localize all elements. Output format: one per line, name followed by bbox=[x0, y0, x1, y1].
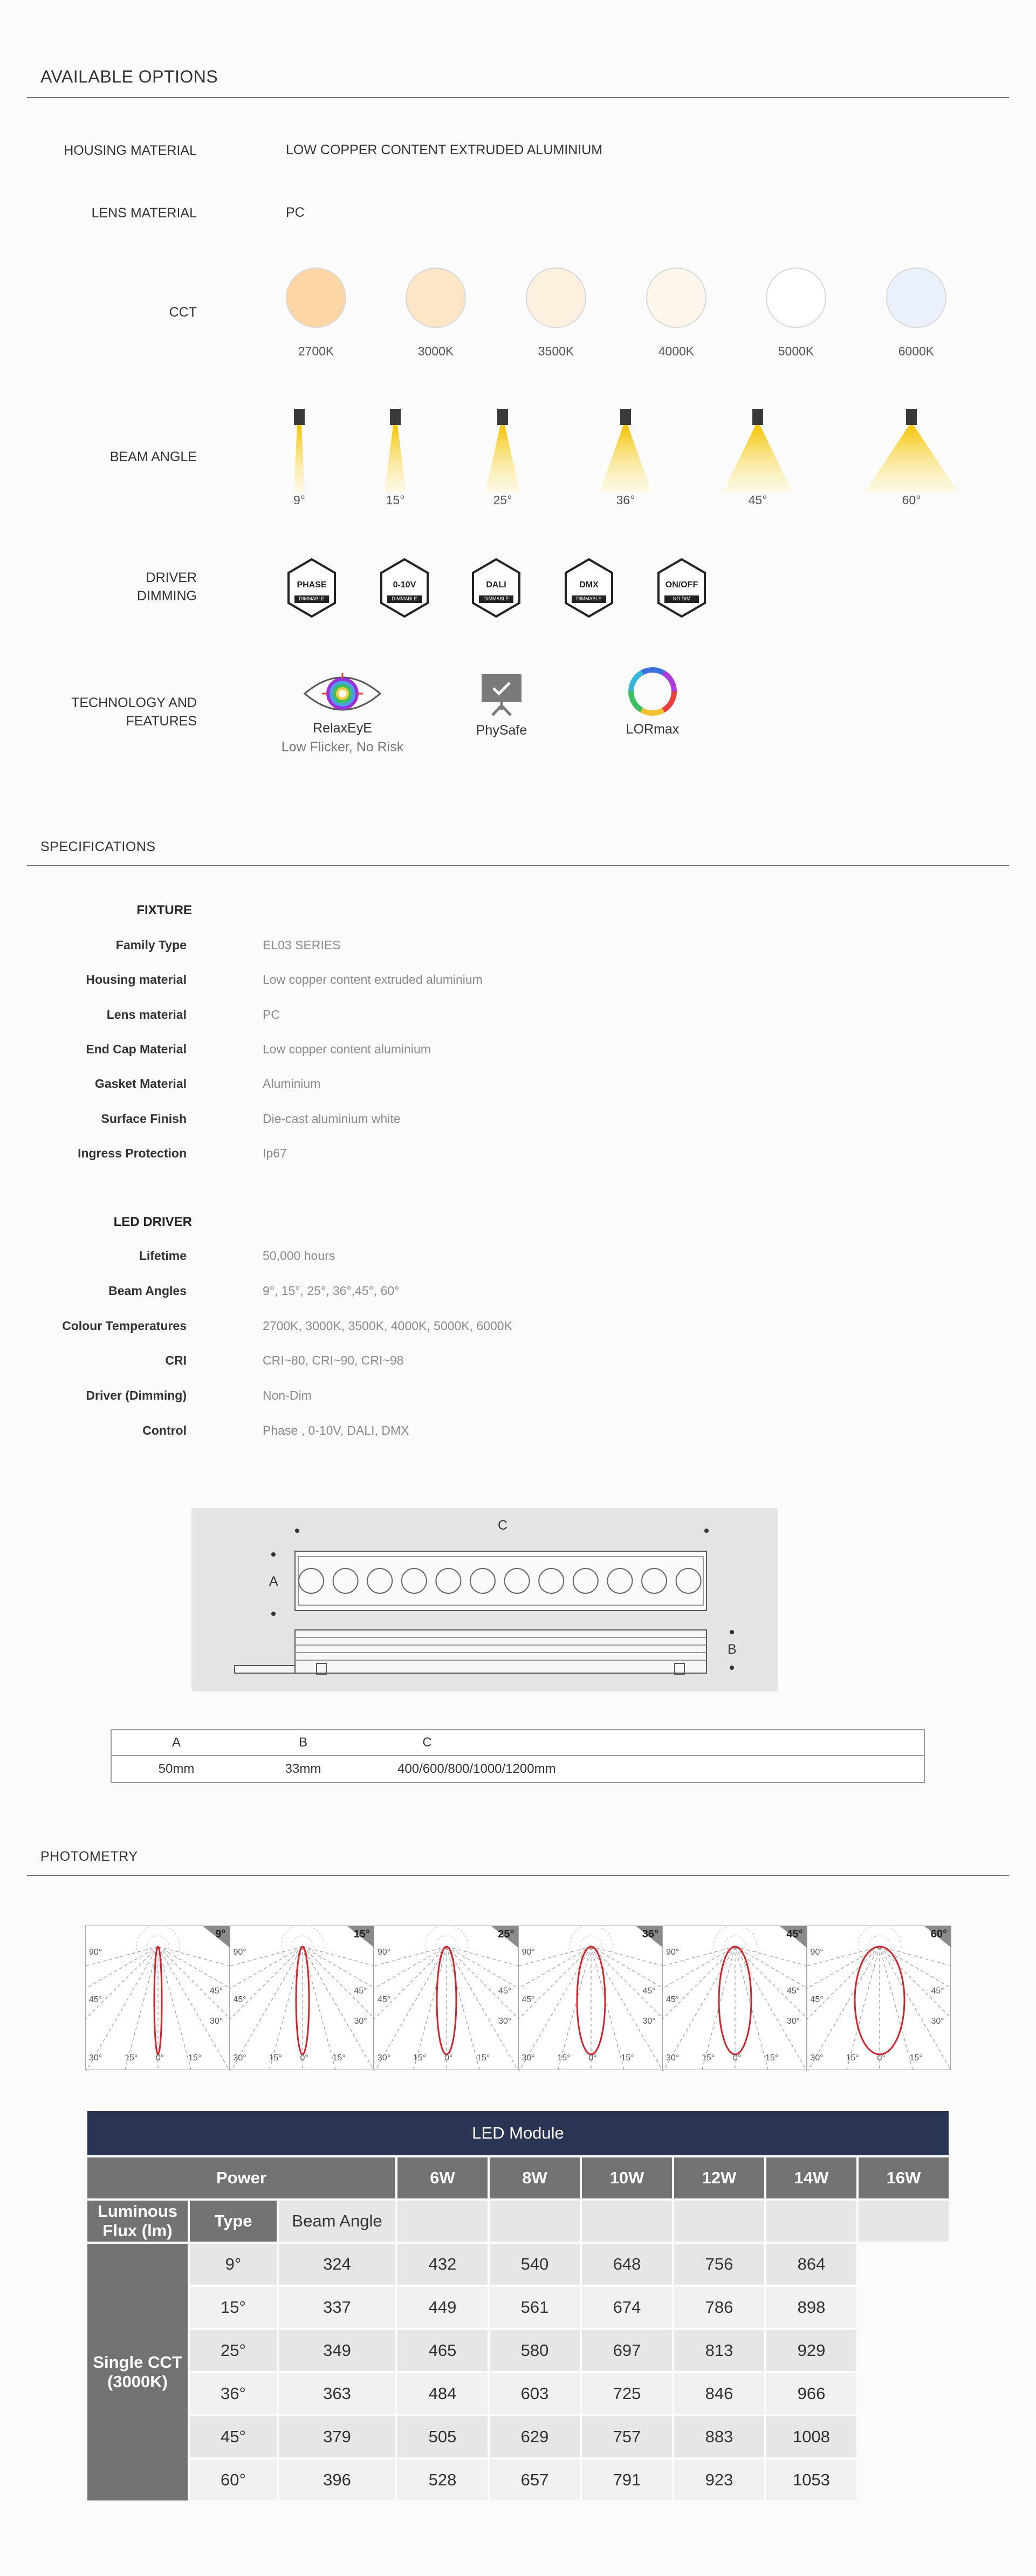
beam-angle-cell: 60° bbox=[189, 2458, 278, 2502]
polar-axis-label: 15° bbox=[702, 2053, 715, 2063]
polar-axis-label: 0° bbox=[877, 2053, 886, 2063]
dimensions-table bbox=[111, 1729, 925, 1783]
physafe-icon bbox=[477, 670, 526, 718]
table-row bbox=[86, 2286, 950, 2329]
flux-value-cell: 846 bbox=[673, 2372, 765, 2415]
relaxeye-name: RelaxEyE bbox=[313, 721, 372, 736]
polar-chart-beam-label: 60° bbox=[930, 1928, 947, 1940]
type-value: Single CCT (3000K) bbox=[86, 2243, 189, 2502]
flux-value-cell: 603 bbox=[489, 2372, 581, 2415]
beam-angle-label: 45° bbox=[748, 493, 767, 507]
beam-angle-icon bbox=[245, 406, 353, 497]
polar-axis-label: 15° bbox=[332, 2053, 346, 2063]
physafe-name: PhySafe bbox=[476, 723, 527, 738]
table-title: LED Module bbox=[86, 2110, 950, 2156]
flux-value-cell: 561 bbox=[489, 2286, 581, 2329]
beam-angle-icon bbox=[341, 406, 449, 497]
polar-axis-label: 90° bbox=[378, 1948, 391, 1957]
polar-axis-label: 45° bbox=[354, 1986, 367, 1996]
empty-cell bbox=[857, 2200, 950, 2243]
drawing-label-a: A bbox=[269, 1574, 278, 1589]
polar-axis-label: 0° bbox=[300, 2053, 308, 2063]
spec-value: 50,000 hours bbox=[263, 1249, 335, 1263]
flux-value-cell: 465 bbox=[396, 2329, 489, 2372]
flux-value-cell: 396 bbox=[278, 2458, 396, 2502]
spec-key: Ingress Protection bbox=[78, 1146, 187, 1160]
driver-badge-main: DMX bbox=[579, 580, 599, 590]
polar-axis-label: 15° bbox=[846, 2053, 859, 2063]
flux-value-cell: 629 bbox=[489, 2415, 581, 2458]
spec-value: 9°, 15°, 25°, 36°,45°, 60° bbox=[263, 1283, 400, 1298]
spec-key: Control bbox=[142, 1423, 187, 1437]
flux-value-cell: 791 bbox=[581, 2458, 673, 2502]
spec-value: Low copper content extruded aluminium bbox=[263, 972, 483, 987]
dmx-dimming-icon bbox=[564, 558, 614, 618]
flux-value-cell: 966 bbox=[765, 2372, 857, 2415]
power-8w: 8W bbox=[489, 2156, 581, 2200]
polar-axis-label: 30° bbox=[89, 2053, 102, 2063]
spec-value: Die-cast aluminium white bbox=[263, 1111, 401, 1126]
empty-cell bbox=[765, 2200, 857, 2243]
dimensions-header-row bbox=[112, 1730, 924, 1756]
spec-key: Lens material bbox=[106, 1007, 187, 1022]
on-off-icon bbox=[657, 558, 706, 618]
polar-axis-label: 0° bbox=[156, 2053, 164, 2063]
spec-value: PC bbox=[263, 1007, 280, 1022]
beam-angle-cell: 36° bbox=[189, 2372, 278, 2415]
led-driver-heading: LED DRIVER bbox=[113, 1215, 192, 1229]
dim-header-c: C bbox=[422, 1735, 432, 1750]
dimensions-value-row bbox=[112, 1756, 924, 1782]
power-6w: 6W bbox=[396, 2156, 489, 2200]
spec-value: Ip67 bbox=[263, 1146, 287, 1160]
polar-axis-label: 45° bbox=[210, 1986, 223, 1996]
lens-label: LENS MATERIAL bbox=[91, 205, 197, 221]
spec-key: CRI bbox=[165, 1353, 187, 1368]
polar-axis-label: 45° bbox=[498, 1986, 512, 1996]
type-label: Type bbox=[189, 2200, 278, 2243]
dim-header-b: B bbox=[298, 1735, 307, 1750]
polar-chart bbox=[230, 1926, 374, 2070]
polar-axis-label: 15° bbox=[909, 2053, 923, 2063]
table-row bbox=[86, 2458, 950, 2502]
polar-axis-label: 30° bbox=[233, 2053, 246, 2063]
spec-value: EL03 SERIES bbox=[263, 938, 341, 952]
polar-axis-label: 45° bbox=[642, 1986, 656, 1996]
flux-value-cell: 756 bbox=[673, 2243, 765, 2286]
power-12w: 12W bbox=[673, 2156, 765, 2200]
polar-axis-label: 90° bbox=[522, 1948, 535, 1957]
polar-axis-label: 45° bbox=[931, 1986, 944, 1996]
section-divider bbox=[27, 97, 1009, 98]
beam-angle-label: 60° bbox=[902, 493, 921, 507]
empty-cell bbox=[396, 2200, 489, 2243]
polar-axis-label: 30° bbox=[354, 2017, 367, 2026]
polar-axis-label: 90° bbox=[810, 1948, 824, 1957]
cct-swatch bbox=[526, 268, 586, 328]
spec-value: Non-Dim bbox=[263, 1388, 312, 1403]
beam-angle-label: 9° bbox=[293, 493, 305, 507]
beam-angle-label: 15° bbox=[386, 493, 405, 507]
polar-axis-label: 45° bbox=[522, 1995, 535, 2004]
relaxeye-subtitle: Low Flicker, No Risk bbox=[281, 739, 404, 755]
driver-badge-sub: NO DIM bbox=[673, 596, 691, 601]
dim-value-a: 50mm bbox=[158, 1762, 195, 1776]
section-divider bbox=[27, 1875, 1009, 1876]
polar-chart-beam-label: 15° bbox=[353, 1928, 370, 1940]
flux-value-cell: 484 bbox=[396, 2372, 489, 2415]
driver-label-line2: DIMMING bbox=[136, 588, 197, 604]
lormax-icon bbox=[626, 664, 680, 718]
empty-cell bbox=[489, 2200, 581, 2243]
phase-dimming-icon bbox=[287, 558, 337, 618]
power-row bbox=[86, 2156, 950, 2200]
flux-value-cell: 432 bbox=[396, 2243, 489, 2286]
beam-angle-icon bbox=[449, 406, 557, 497]
flux-body bbox=[86, 2243, 950, 2502]
driver-badge-sub: DIMMABLE bbox=[576, 596, 602, 601]
flux-value-cell: 923 bbox=[673, 2458, 765, 2502]
table-row bbox=[86, 2415, 950, 2458]
cct-swatch-label: 6000K bbox=[898, 344, 935, 358]
polar-chart-beam-label: 25° bbox=[498, 1928, 514, 1940]
cct-swatch bbox=[406, 268, 466, 328]
cct-swatch-label: 2700K bbox=[298, 344, 334, 358]
cct-swatch bbox=[766, 268, 826, 328]
beam-angle-icon bbox=[704, 406, 812, 497]
spec-value: Low copper content aluminium bbox=[263, 1042, 431, 1056]
technology-label-line2: FEATURES bbox=[126, 714, 197, 729]
lormax-feature bbox=[609, 664, 696, 737]
table-row bbox=[86, 2372, 950, 2415]
spec-key: Surface Finish bbox=[101, 1111, 187, 1126]
flux-value-cell: 449 bbox=[396, 2286, 489, 2329]
spec-key: Gasket Material bbox=[94, 1077, 187, 1091]
polar-axis-label: 0° bbox=[444, 2053, 453, 2063]
spec-key: Beam Angles bbox=[108, 1283, 187, 1298]
section-divider bbox=[27, 865, 1009, 866]
flux-value-cell: 379 bbox=[278, 2415, 396, 2458]
cct-swatch bbox=[886, 268, 946, 328]
power-16w: 16W bbox=[857, 2156, 950, 2200]
beam-angle-header: Beam Angle bbox=[278, 2200, 396, 2243]
polar-chart bbox=[374, 1926, 518, 2070]
empty-cell bbox=[581, 2200, 673, 2243]
spec-key: Lifetime bbox=[139, 1249, 187, 1263]
photometry-title: PHOTOMETRY bbox=[40, 1849, 138, 1864]
spec-value: CRI~80, CRI~90, CRI~98 bbox=[263, 1353, 404, 1368]
driver-badge-sub: DIMMABLE bbox=[392, 596, 417, 601]
polar-chart-beam-label: 9° bbox=[215, 1928, 226, 1940]
polar-axis-label: 0° bbox=[588, 2053, 597, 2063]
flux-value-cell: 883 bbox=[673, 2415, 765, 2458]
polar-axis-label: 90° bbox=[89, 1948, 102, 1957]
available-options-title: AVAILABLE OPTIONS bbox=[40, 67, 218, 86]
polar-chart bbox=[85, 1926, 230, 2070]
spec-key: End Cap Material bbox=[86, 1042, 187, 1056]
polar-chart-beam-label: 45° bbox=[786, 1928, 803, 1940]
polar-chart bbox=[662, 1926, 807, 2070]
polar-axis-label: 15° bbox=[125, 2053, 138, 2063]
row-label: Luminous Flux (lm) bbox=[86, 2200, 189, 2243]
flux-value-cell: 363 bbox=[278, 2372, 396, 2415]
beam-angle-icon bbox=[857, 406, 965, 497]
beam-angle-cell: 9° bbox=[189, 2243, 278, 2286]
driver-badge-main: 0-10V bbox=[393, 580, 416, 590]
polar-chart bbox=[518, 1926, 663, 2070]
beam-angle-label: BEAM ANGLE bbox=[109, 449, 197, 464]
power-14w: 14W bbox=[765, 2156, 857, 2200]
flux-value-cell: 580 bbox=[489, 2329, 581, 2372]
polar-axis-label: 45° bbox=[666, 1995, 680, 2004]
spec-value: Phase , 0-10V, DALI, DMX bbox=[263, 1423, 409, 1437]
beam-angle-cell: 25° bbox=[189, 2329, 278, 2372]
polar-chart bbox=[807, 1926, 951, 2070]
polar-chart-beam-label: 36° bbox=[642, 1928, 658, 1940]
power-10w: 10W bbox=[581, 2156, 673, 2200]
cct-swatch-label: 5000K bbox=[778, 344, 814, 358]
polar-axis-label: 15° bbox=[621, 2053, 634, 2063]
housing-label: HOUSING MATERIAL bbox=[64, 143, 197, 158]
polar-axis-label: 15° bbox=[413, 2053, 427, 2063]
driver-badge-main: DALI bbox=[486, 580, 506, 590]
flux-value-cell: 1053 bbox=[765, 2458, 857, 2502]
driver-badge-main: PHASE bbox=[297, 580, 327, 590]
beam-angle-label: 25° bbox=[493, 493, 512, 507]
polar-axis-label: 45° bbox=[787, 1986, 800, 1996]
photometry-charts bbox=[85, 1926, 951, 2070]
polar-axis-label: 30° bbox=[522, 2053, 535, 2063]
type-row bbox=[86, 2200, 950, 2243]
driver-label-line1: DRIVER bbox=[146, 570, 197, 585]
flux-value-cell: 648 bbox=[581, 2243, 673, 2286]
flux-value-cell: 864 bbox=[765, 2243, 857, 2286]
flux-value-cell: 898 bbox=[765, 2286, 857, 2329]
flux-value-cell: 657 bbox=[489, 2458, 581, 2502]
power-label: Power bbox=[86, 2156, 396, 2200]
spec-key: Colour Temperatures bbox=[62, 1318, 187, 1333]
flux-value-cell: 674 bbox=[581, 2286, 673, 2329]
driver-badge-main: ON/OFF bbox=[665, 580, 698, 590]
technology-label bbox=[0, 694, 197, 730]
drawing-label-b: B bbox=[728, 1642, 737, 1657]
0-10v-dimming-icon bbox=[380, 558, 429, 618]
polar-axis-label: 30° bbox=[787, 2017, 800, 2026]
table-title-row bbox=[86, 2110, 950, 2156]
dimension-drawing bbox=[191, 1508, 778, 1691]
empty-cell bbox=[673, 2200, 765, 2243]
polar-axis-label: 45° bbox=[233, 1995, 246, 2004]
spec-key: Housing material bbox=[86, 972, 187, 987]
relaxeye-feature bbox=[280, 667, 404, 755]
physafe-feature bbox=[458, 670, 545, 738]
flux-value-cell: 1008 bbox=[765, 2415, 857, 2458]
dim-value-b: 33mm bbox=[285, 1762, 321, 1776]
flux-value-cell: 813 bbox=[673, 2329, 765, 2372]
fixture-drawing bbox=[191, 1508, 778, 1691]
beam-angle-cell: 45° bbox=[189, 2415, 278, 2458]
beam-angle-cell: 15° bbox=[189, 2286, 278, 2329]
polar-axis-label: 15° bbox=[188, 2053, 202, 2063]
lens-value: PC bbox=[286, 205, 305, 220]
driver-badge-sub: DIMMABLE bbox=[299, 596, 325, 601]
flux-value-cell: 540 bbox=[489, 2243, 581, 2286]
flux-value-cell: 786 bbox=[673, 2286, 765, 2329]
drawing-label-c: C bbox=[498, 1518, 508, 1533]
polar-axis-label: 90° bbox=[666, 1948, 680, 1957]
flux-value-cell: 697 bbox=[581, 2329, 673, 2372]
luminous-flux-table bbox=[85, 2109, 951, 2503]
beam-angle-icon bbox=[572, 406, 680, 497]
polar-axis-label: 30° bbox=[931, 2017, 944, 2026]
cct-swatch-label: 3500K bbox=[538, 344, 574, 358]
flux-value-cell: 349 bbox=[278, 2329, 396, 2372]
flux-value-cell: 929 bbox=[765, 2329, 857, 2372]
polar-axis-label: 30° bbox=[642, 2017, 656, 2026]
driver-dimming-label bbox=[0, 568, 197, 605]
lormax-name: LORmax bbox=[626, 722, 680, 737]
spec-value: Aluminium bbox=[263, 1077, 321, 1091]
housing-value: LOW COPPER CONTENT EXTRUDED ALUMINIUM bbox=[286, 142, 603, 157]
technology-label-line1: TECHNOLOGY AND bbox=[71, 695, 197, 710]
polar-axis-label: 30° bbox=[810, 2053, 824, 2063]
polar-axis-label: 15° bbox=[477, 2053, 490, 2063]
polar-axis-label: 30° bbox=[498, 2017, 512, 2026]
polar-axis-label: 90° bbox=[233, 1948, 246, 1957]
cct-swatch-label: 4000K bbox=[658, 344, 695, 358]
cct-swatch bbox=[646, 268, 706, 328]
dim-value-c: 400/600/800/1000/1200mm bbox=[397, 1762, 556, 1776]
table-row bbox=[86, 2243, 950, 2286]
polar-axis-label: 30° bbox=[666, 2053, 680, 2063]
flux-value-cell: 324 bbox=[278, 2243, 396, 2286]
flux-value-cell: 337 bbox=[278, 2286, 396, 2329]
polar-axis-label: 45° bbox=[378, 1995, 391, 2004]
spec-value: 2700K, 3000K, 3500K, 4000K, 5000K, 6000K bbox=[263, 1318, 512, 1333]
polar-axis-label: 15° bbox=[765, 2053, 779, 2063]
driver-badge-sub: DIMMABLE bbox=[483, 596, 509, 601]
flux-value-cell: 528 bbox=[396, 2458, 489, 2502]
specifications-title: SPECIFICATIONS bbox=[40, 839, 156, 854]
cct-label: CCT bbox=[169, 305, 197, 320]
cct-swatch-label: 3000K bbox=[417, 344, 454, 358]
beam-angle-label: 36° bbox=[616, 493, 635, 507]
relaxeye-icon bbox=[302, 667, 383, 721]
polar-axis-label: 30° bbox=[210, 2017, 223, 2026]
spec-key: Driver (Dimming) bbox=[86, 1388, 187, 1403]
spec-key: Family Type bbox=[115, 938, 187, 952]
polar-axis-label: 45° bbox=[810, 1995, 824, 2004]
flux-value-cell: 725 bbox=[581, 2372, 673, 2415]
polar-axis-label: 15° bbox=[557, 2053, 571, 2063]
table-row bbox=[86, 2329, 950, 2372]
polar-axis-label: 30° bbox=[378, 2053, 391, 2063]
polar-axis-label: 15° bbox=[269, 2053, 282, 2063]
dali-dimming-icon bbox=[471, 558, 521, 618]
flux-value-cell: 505 bbox=[396, 2415, 489, 2458]
fixture-heading: FIXTURE bbox=[136, 903, 192, 917]
flux-value-cell: 757 bbox=[581, 2415, 673, 2458]
polar-axis-label: 0° bbox=[733, 2053, 742, 2063]
polar-axis-label: 45° bbox=[89, 1995, 102, 2004]
dim-header-a: A bbox=[171, 1735, 181, 1750]
cct-swatch bbox=[286, 268, 346, 328]
